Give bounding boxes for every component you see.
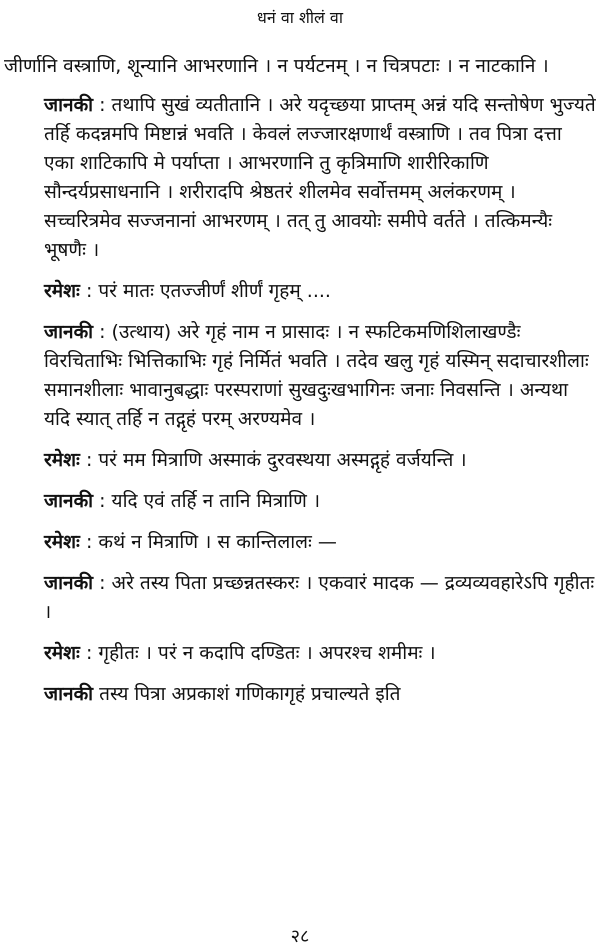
speaker-name: रमेशः	[44, 531, 80, 553]
dialogue-paragraph	[4, 639, 596, 668]
speaker-name: जानकी	[44, 94, 94, 116]
narration-paragraph	[4, 52, 596, 81]
speaker-name: जानकी	[44, 683, 94, 705]
dialogue-text: : अरे तस्य पिता प्रच्छन्नतस्करः । एकवारं मादक — द्रव्यव्यवहारेऽपि गृहीतः ।	[44, 572, 595, 623]
paragraph-text: जीर्णानि वस्त्राणि, शून्यानि आभरणानि । न पर्यटनम् । न चित्रपटाः । न नाटकानि ।	[4, 55, 549, 77]
dialogue-paragraph	[4, 446, 596, 475]
speaker-name: जानकी	[44, 321, 94, 343]
dialogue-paragraph	[4, 91, 596, 265]
dialogue-paragraph	[4, 528, 596, 557]
speaker-name: रमेशः	[44, 642, 80, 664]
dialogue-text: : (उत्थाय) अरे गृहं नाम न प्रासादः । न स्फटिकमणिशिलाखण्डैः विरचिताभिः भित्तिकाभिः गृहं निर्मितं भवति । तदेव खलु गृहं यस्मिन् सदाचारशीलाः समानशीलाः भावानुबद्धाः परस्पराणां सुखदुःखभागिनः जनाः निवसन्ति । अन्यथा यदि स्यात् तर्हि न तद्गृहं परम् अरण्यमेव ।	[44, 321, 589, 430]
dialogue-text: : परं मम मित्राणि अस्माकं दुरवस्थया अस्मद्गृहं वर्जयन्ति ।	[79, 449, 467, 471]
dialogue-text: : तथापि सुखं व्यतीतानि । अरे यदृच्छया प्राप्तम् अन्नं यदि सन्तोषेण भुज्यते तर्हि कदन्नमपि मिष्टान्नं भवति । केवलं लज्जारक्षणार्थं वस्त्राणि । तव पित्रा दत्ता एका शाटिकापि मे पर्याप्ता । आभरणानि तु कृत्रिमाणि शारीरिकाणि सौन्दर्यप्रसाधनानि । शरीरादपि श्रेष्ठतरं शीलमेव सर्वोत्तमम् अलंकरणम् । सच्चरित्रमेव सज्जनानां आभरणम् । तत् तु आवयोः समीपे वर्तते । तत्किमन्यैः भूषणैः ।	[44, 94, 596, 261]
dialogue-text: : यदि एवं तर्हि न तानि मित्राणि ।	[93, 490, 321, 512]
dialogue-text: तस्य पित्रा अप्रकाशं गणिकागृहं प्रचाल्यते इति	[93, 683, 401, 705]
dialogue-text: : गृहीतः । परं न कदापि दण्डितः । अपरश्च शमीमः ।	[79, 642, 436, 664]
speaker-name: रमेशः	[44, 449, 80, 471]
dialogue-paragraph	[4, 487, 596, 516]
dialogue-paragraph	[4, 277, 596, 306]
speaker-name: जानकी	[44, 572, 94, 594]
dialogue-paragraph	[4, 569, 596, 627]
speaker-name: रमेशः	[44, 280, 80, 302]
dialogue-text: : परं मातः एतज्जीर्णं शीर्णं गृहम् ....	[79, 280, 331, 302]
page-number: २८	[290, 926, 310, 947]
dialogue-body	[4, 52, 596, 721]
dialogue-paragraph	[4, 318, 596, 434]
dialogue-text: : कथं न मित्राणि । स कान्तिलालः —	[79, 531, 337, 553]
running-header: धनं वा शीलं वा	[257, 8, 343, 27]
dialogue-paragraph	[4, 680, 596, 709]
speaker-name: जानकी	[44, 490, 94, 512]
